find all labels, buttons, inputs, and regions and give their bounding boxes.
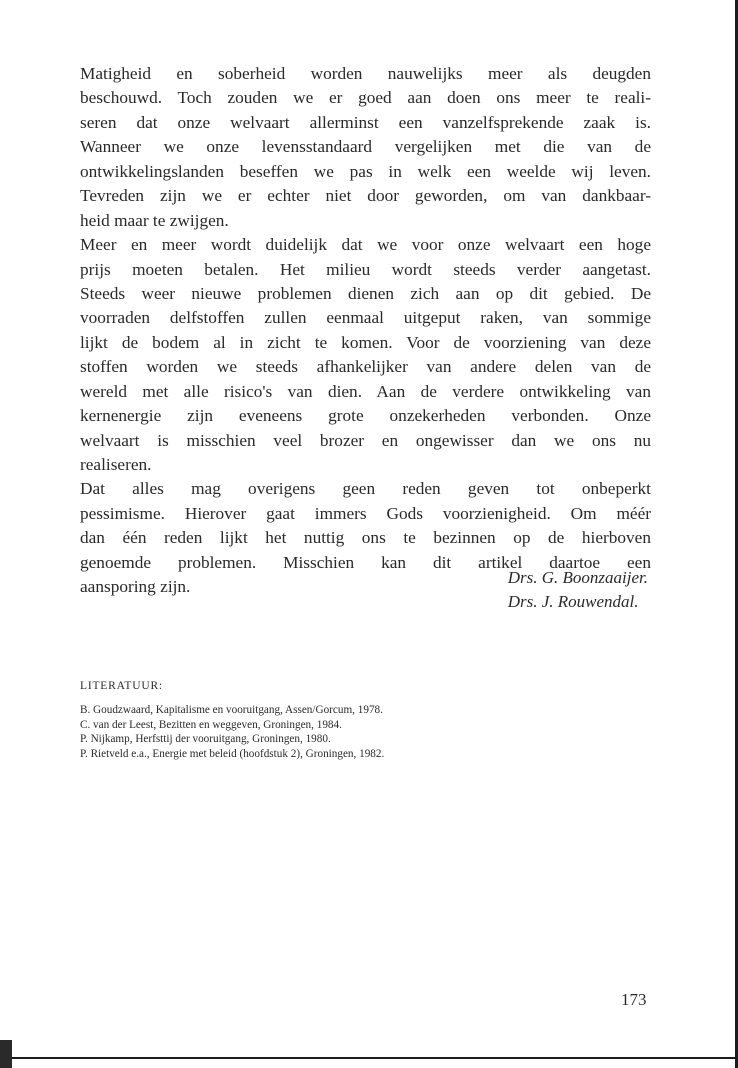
literature-entry: P. Nijkamp, Herfsttij der vooruitgang, Groningen, 1980. — [80, 733, 331, 746]
literature-entry: P. Rietveld e.a., Energie met beleid (hoofdstuk 2), Groningen, 1982. — [80, 747, 385, 760]
body-line: aansporing zijn. — [80, 577, 191, 597]
body-line: Steeds weer nieuwe problemen dienen zich aan op dit gebied. De — [80, 283, 651, 303]
body-line: kernenergie zijn eveneens grote onzekerheden verbonden. Onze — [80, 406, 651, 426]
body-line: lijkt de bodem al in zicht te komen. Voor de voorziening van deze — [80, 332, 651, 352]
body-line: wereld met alle risico's van dien. Aan de verdere ontwikkeling van — [80, 381, 651, 401]
literature-entry: C. van der Leest, Bezitten en weggeven, Groningen, 1984. — [80, 718, 342, 731]
author-name: Drs. J. Rouwendal. — [507, 592, 639, 611]
body-line: Wanneer we onze levensstandaard vergelijken met die van de — [80, 137, 651, 157]
body-line: genoemde problemen. Misschien kan dit artikel daartoe een — [80, 552, 651, 572]
body-line: Dat alles mag overigens geen reden geven tot onbeperkt — [80, 479, 651, 499]
article-body — [80, 62, 651, 600]
body-line: ontwikkelingslanden beseffen we pas in welk een weelde wij leven. — [80, 161, 651, 181]
body-line: Meer en meer wordt duidelijk dat we voor onze welvaart een hoge — [80, 235, 651, 255]
body-line: dan één reden lijkt het nuttig ons te bezinnen op de hierboven — [80, 528, 651, 548]
body-line: beschouwd. Toch zouden we er goed aan doen ons meer te reali- — [80, 88, 651, 108]
literature-entry: B. Goudzwaard, Kapitalisme en vooruitgang, Assen/Gorcum, 1978. — [80, 704, 383, 716]
body-line: Tevreden zijn we er echter niet door geworden, om van dankbaar- — [80, 186, 651, 206]
page-edge-corner — [0, 1040, 12, 1068]
body-line: pessimisme. Hierover gaat immers Gods voorzienigheid. Om méér — [80, 503, 651, 523]
body-line: seren dat onze welvaart allerminst een vanzelfsprekende zaak is. — [80, 112, 651, 132]
body-line: voorraden delfstoffen zullen eenmaal uitgeput raken, van sommige — [80, 308, 651, 328]
literature-list — [80, 703, 384, 761]
page-number: 173 — [621, 990, 647, 1009]
body-line: stoffen worden we steeds afhankelijker van andere delen van de — [80, 357, 651, 377]
literature-heading: LITERATUUR: — [80, 680, 163, 692]
author-signatures — [508, 566, 648, 614]
body-line: prijs moeten betalen. Het milieu wordt steeds verder aangetast. — [80, 259, 651, 279]
body-line: welvaart is misschien veel brozer en ongewisser dan we ons nu — [80, 430, 651, 450]
author-name: Drs. G. Boonzaaijer. — [507, 568, 648, 587]
page-edge-bottom — [12, 1057, 738, 1059]
body-line: Matigheid en soberheid worden nauwelijks meer als deugden — [80, 64, 651, 83]
body-line: heid maar te zwijgen. — [80, 210, 229, 230]
body-line: realiseren. — [80, 455, 152, 474]
